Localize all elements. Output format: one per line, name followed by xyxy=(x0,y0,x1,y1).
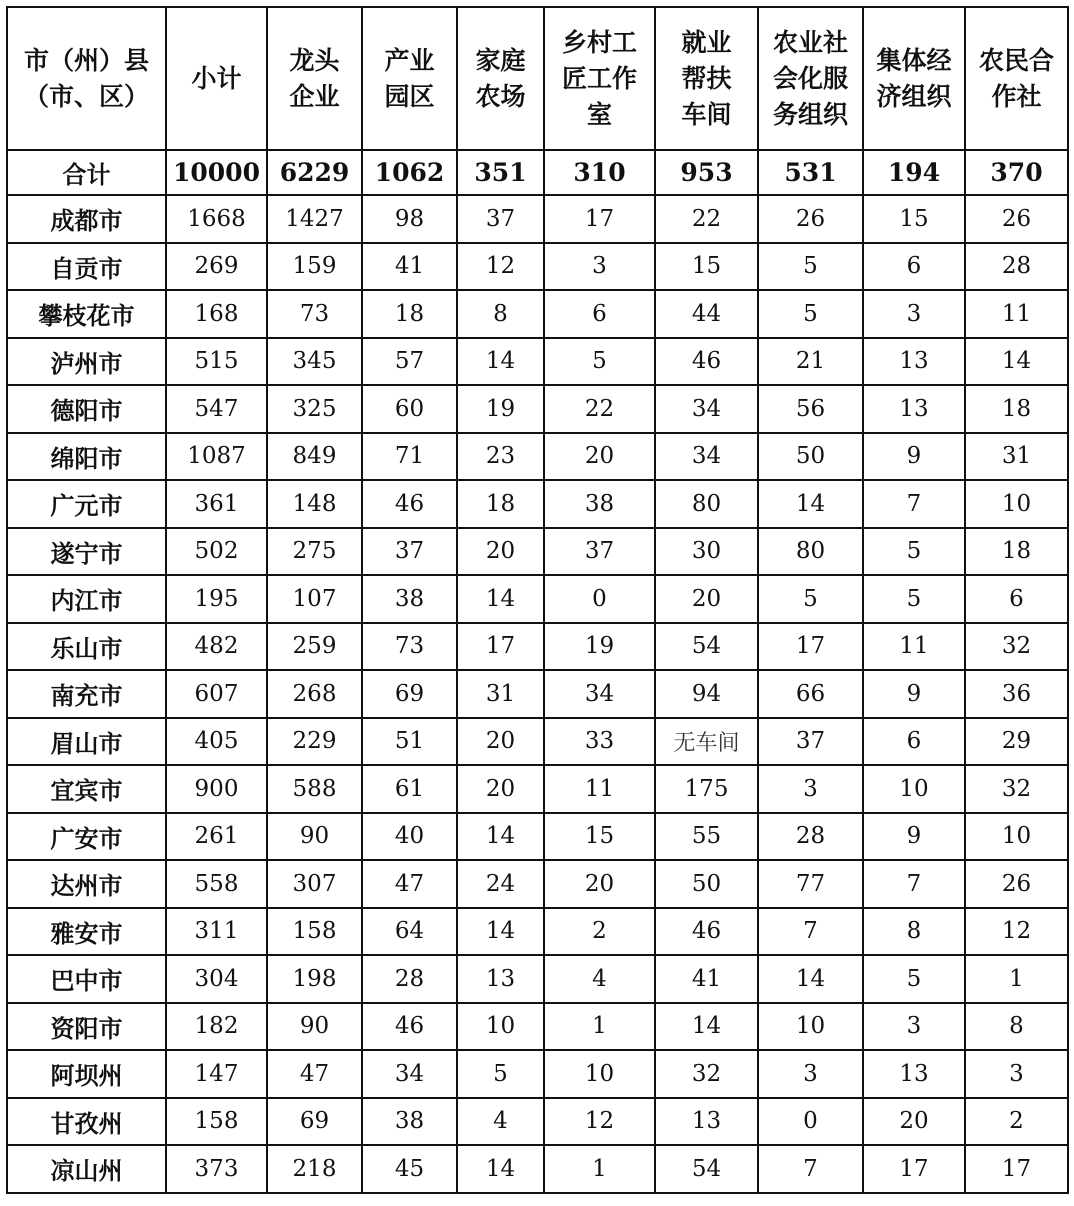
cell-industrial-park: 18 xyxy=(362,290,457,338)
cell-family-farm: 13 xyxy=(457,955,544,1003)
table-row xyxy=(7,1098,1068,1146)
cell-subtotal: 182 xyxy=(166,1003,267,1051)
cell-craftsman-studio: 15 xyxy=(544,813,655,861)
cell-leading-enterprise: 268 xyxy=(267,670,362,718)
cell-craftsman-studio: 37 xyxy=(544,528,655,576)
total-employment-workshop: 953 xyxy=(655,150,758,195)
table-body xyxy=(7,150,1068,1193)
cell-farmer-cooperative: 17 xyxy=(965,1145,1068,1193)
cell-subtotal: 558 xyxy=(166,860,267,908)
cell-region: 宜宾市 xyxy=(7,765,166,813)
cell-agri-service-org: 26 xyxy=(758,195,863,243)
cell-agri-service-org: 21 xyxy=(758,338,863,386)
cell-subtotal: 158 xyxy=(166,1098,267,1146)
table-row xyxy=(7,433,1068,481)
cell-leading-enterprise: 345 xyxy=(267,338,362,386)
cell-farmer-cooperative: 26 xyxy=(965,860,1068,908)
cell-family-farm: 14 xyxy=(457,813,544,861)
cell-farmer-cooperative: 10 xyxy=(965,813,1068,861)
cell-farmer-cooperative: 36 xyxy=(965,670,1068,718)
cell-region: 甘孜州 xyxy=(7,1098,166,1146)
table-row xyxy=(7,243,1068,291)
total-label: 合计 xyxy=(7,150,166,195)
cell-collective-economy: 7 xyxy=(863,860,965,908)
table-row xyxy=(7,1145,1068,1193)
header-agri-service-org: 农业社会化服务组织 xyxy=(758,7,863,150)
cell-industrial-park: 45 xyxy=(362,1145,457,1193)
header-row xyxy=(7,7,1068,150)
cell-craftsman-studio: 4 xyxy=(544,955,655,1003)
cell-collective-economy: 8 xyxy=(863,908,965,956)
cell-employment-workshop: 175 xyxy=(655,765,758,813)
cell-subtotal: 900 xyxy=(166,765,267,813)
cell-leading-enterprise: 275 xyxy=(267,528,362,576)
cell-farmer-cooperative: 26 xyxy=(965,195,1068,243)
cell-craftsman-studio: 33 xyxy=(544,718,655,766)
cell-craftsman-studio: 38 xyxy=(544,480,655,528)
cell-subtotal: 147 xyxy=(166,1050,267,1098)
cell-region: 达州市 xyxy=(7,860,166,908)
cell-employment-workshop: 94 xyxy=(655,670,758,718)
cell-leading-enterprise: 849 xyxy=(267,433,362,481)
cell-agri-service-org: 5 xyxy=(758,575,863,623)
cell-agri-service-org: 3 xyxy=(758,1050,863,1098)
cell-employment-workshop: 14 xyxy=(655,1003,758,1051)
cell-employment-workshop: 41 xyxy=(655,955,758,1003)
cell-agri-service-org: 17 xyxy=(758,623,863,671)
cell-collective-economy: 9 xyxy=(863,813,965,861)
total-farmer-cooperative: 370 xyxy=(965,150,1068,195)
cell-family-farm: 23 xyxy=(457,433,544,481)
cell-craftsman-studio: 12 xyxy=(544,1098,655,1146)
cell-leading-enterprise: 588 xyxy=(267,765,362,813)
cell-agri-service-org: 28 xyxy=(758,813,863,861)
cell-region: 内江市 xyxy=(7,575,166,623)
cell-agri-service-org: 50 xyxy=(758,433,863,481)
cell-subtotal: 168 xyxy=(166,290,267,338)
cell-craftsman-studio: 5 xyxy=(544,338,655,386)
cell-leading-enterprise: 259 xyxy=(267,623,362,671)
statistics-table xyxy=(6,6,1069,1194)
cell-employment-workshop: 80 xyxy=(655,480,758,528)
cell-industrial-park: 60 xyxy=(362,385,457,433)
cell-leading-enterprise: 69 xyxy=(267,1098,362,1146)
cell-agri-service-org: 14 xyxy=(758,480,863,528)
header-region: 市（州）县（市、区） xyxy=(7,7,166,150)
table-row xyxy=(7,813,1068,861)
cell-employment-workshop: 34 xyxy=(655,433,758,481)
table-row xyxy=(7,1003,1068,1051)
cell-employment-workshop: 54 xyxy=(655,623,758,671)
cell-farmer-cooperative: 1 xyxy=(965,955,1068,1003)
table-header xyxy=(7,7,1068,150)
total-agri-service-org: 531 xyxy=(758,150,863,195)
table-row xyxy=(7,908,1068,956)
cell-craftsman-studio: 11 xyxy=(544,765,655,813)
cell-craftsman-studio: 22 xyxy=(544,385,655,433)
cell-craftsman-studio: 1 xyxy=(544,1003,655,1051)
cell-collective-economy: 7 xyxy=(863,480,965,528)
cell-collective-economy: 3 xyxy=(863,1003,965,1051)
cell-subtotal: 261 xyxy=(166,813,267,861)
cell-leading-enterprise: 307 xyxy=(267,860,362,908)
table-row xyxy=(7,718,1068,766)
header-craftsman-studio: 乡村工匠工作室 xyxy=(544,7,655,150)
cell-family-farm: 12 xyxy=(457,243,544,291)
cell-farmer-cooperative: 32 xyxy=(965,623,1068,671)
cell-leading-enterprise: 90 xyxy=(267,1003,362,1051)
cell-collective-economy: 5 xyxy=(863,575,965,623)
cell-region: 自贡市 xyxy=(7,243,166,291)
cell-agri-service-org: 66 xyxy=(758,670,863,718)
cell-employment-workshop: 32 xyxy=(655,1050,758,1098)
cell-farmer-cooperative: 2 xyxy=(965,1098,1068,1146)
cell-farmer-cooperative: 12 xyxy=(965,908,1068,956)
cell-collective-economy: 20 xyxy=(863,1098,965,1146)
cell-subtotal: 269 xyxy=(166,243,267,291)
cell-family-farm: 20 xyxy=(457,528,544,576)
cell-craftsman-studio: 1 xyxy=(544,1145,655,1193)
cell-region: 巴中市 xyxy=(7,955,166,1003)
cell-subtotal: 311 xyxy=(166,908,267,956)
header-employment-workshop: 就业帮扶车间 xyxy=(655,7,758,150)
cell-industrial-park: 28 xyxy=(362,955,457,1003)
table-row xyxy=(7,1050,1068,1098)
cell-employment-workshop: 54 xyxy=(655,1145,758,1193)
table-row xyxy=(7,955,1068,1003)
cell-farmer-cooperative: 31 xyxy=(965,433,1068,481)
cell-collective-economy: 5 xyxy=(863,528,965,576)
cell-family-farm: 5 xyxy=(457,1050,544,1098)
cell-employment-workshop: 46 xyxy=(655,908,758,956)
table-row xyxy=(7,338,1068,386)
cell-industrial-park: 64 xyxy=(362,908,457,956)
cell-agri-service-org: 5 xyxy=(758,290,863,338)
total-row xyxy=(7,150,1068,195)
header-farmer-cooperative: 农民合作社 xyxy=(965,7,1068,150)
cell-craftsman-studio: 0 xyxy=(544,575,655,623)
table-row xyxy=(7,385,1068,433)
cell-family-farm: 14 xyxy=(457,1145,544,1193)
cell-employment-workshop: 13 xyxy=(655,1098,758,1146)
cell-subtotal: 547 xyxy=(166,385,267,433)
cell-industrial-park: 98 xyxy=(362,195,457,243)
cell-region: 广元市 xyxy=(7,480,166,528)
cell-leading-enterprise: 107 xyxy=(267,575,362,623)
table-row xyxy=(7,195,1068,243)
cell-subtotal: 607 xyxy=(166,670,267,718)
cell-industrial-park: 41 xyxy=(362,243,457,291)
cell-industrial-park: 46 xyxy=(362,1003,457,1051)
cell-family-farm: 18 xyxy=(457,480,544,528)
cell-family-farm: 10 xyxy=(457,1003,544,1051)
cell-family-farm: 24 xyxy=(457,860,544,908)
cell-region: 雅安市 xyxy=(7,908,166,956)
cell-employment-workshop: 30 xyxy=(655,528,758,576)
cell-farmer-cooperative: 10 xyxy=(965,480,1068,528)
cell-agri-service-org: 10 xyxy=(758,1003,863,1051)
cell-farmer-cooperative: 18 xyxy=(965,528,1068,576)
cell-farmer-cooperative: 14 xyxy=(965,338,1068,386)
cell-farmer-cooperative: 28 xyxy=(965,243,1068,291)
cell-agri-service-org: 5 xyxy=(758,243,863,291)
cell-subtotal: 1668 xyxy=(166,195,267,243)
cell-craftsman-studio: 6 xyxy=(544,290,655,338)
cell-collective-economy: 6 xyxy=(863,243,965,291)
cell-region: 成都市 xyxy=(7,195,166,243)
cell-craftsman-studio: 3 xyxy=(544,243,655,291)
cell-agri-service-org: 37 xyxy=(758,718,863,766)
cell-farmer-cooperative: 11 xyxy=(965,290,1068,338)
cell-leading-enterprise: 73 xyxy=(267,290,362,338)
table-row xyxy=(7,290,1068,338)
cell-agri-service-org: 3 xyxy=(758,765,863,813)
cell-region: 绵阳市 xyxy=(7,433,166,481)
table-row xyxy=(7,480,1068,528)
cell-region: 德阳市 xyxy=(7,385,166,433)
cell-subtotal: 1087 xyxy=(166,433,267,481)
cell-subtotal: 361 xyxy=(166,480,267,528)
cell-family-farm: 31 xyxy=(457,670,544,718)
cell-subtotal: 482 xyxy=(166,623,267,671)
cell-family-farm: 14 xyxy=(457,575,544,623)
cell-collective-economy: 13 xyxy=(863,385,965,433)
cell-craftsman-studio: 20 xyxy=(544,433,655,481)
cell-industrial-park: 46 xyxy=(362,480,457,528)
cell-region: 广安市 xyxy=(7,813,166,861)
cell-collective-economy: 9 xyxy=(863,670,965,718)
cell-farmer-cooperative: 32 xyxy=(965,765,1068,813)
cell-farmer-cooperative: 6 xyxy=(965,575,1068,623)
cell-region: 遂宁市 xyxy=(7,528,166,576)
cell-employment-workshop: 55 xyxy=(655,813,758,861)
cell-family-farm: 20 xyxy=(457,718,544,766)
cell-agri-service-org: 7 xyxy=(758,908,863,956)
total-collective-economy: 194 xyxy=(863,150,965,195)
cell-region: 南充市 xyxy=(7,670,166,718)
cell-subtotal: 405 xyxy=(166,718,267,766)
cell-region: 泸州市 xyxy=(7,338,166,386)
cell-collective-economy: 5 xyxy=(863,955,965,1003)
cell-craftsman-studio: 34 xyxy=(544,670,655,718)
cell-region: 凉山州 xyxy=(7,1145,166,1193)
cell-region: 攀枝花市 xyxy=(7,290,166,338)
table-row xyxy=(7,860,1068,908)
cell-region: 眉山市 xyxy=(7,718,166,766)
total-subtotal: 10000 xyxy=(166,150,267,195)
cell-industrial-park: 61 xyxy=(362,765,457,813)
cell-collective-economy: 6 xyxy=(863,718,965,766)
cell-farmer-cooperative: 3 xyxy=(965,1050,1068,1098)
cell-industrial-park: 47 xyxy=(362,860,457,908)
cell-agri-service-org: 7 xyxy=(758,1145,863,1193)
cell-collective-economy: 13 xyxy=(863,338,965,386)
cell-agri-service-org: 77 xyxy=(758,860,863,908)
table-row xyxy=(7,575,1068,623)
cell-collective-economy: 13 xyxy=(863,1050,965,1098)
cell-industrial-park: 38 xyxy=(362,1098,457,1146)
cell-employment-workshop: 44 xyxy=(655,290,758,338)
cell-leading-enterprise: 158 xyxy=(267,908,362,956)
cell-industrial-park: 69 xyxy=(362,670,457,718)
cell-family-farm: 17 xyxy=(457,623,544,671)
cell-agri-service-org: 0 xyxy=(758,1098,863,1146)
header-family-farm: 家庭农场 xyxy=(457,7,544,150)
cell-craftsman-studio: 2 xyxy=(544,908,655,956)
cell-farmer-cooperative: 29 xyxy=(965,718,1068,766)
cell-employment-workshop: 22 xyxy=(655,195,758,243)
cell-leading-enterprise: 1427 xyxy=(267,195,362,243)
cell-family-farm: 4 xyxy=(457,1098,544,1146)
cell-family-farm: 37 xyxy=(457,195,544,243)
cell-subtotal: 195 xyxy=(166,575,267,623)
cell-craftsman-studio: 10 xyxy=(544,1050,655,1098)
table-row xyxy=(7,670,1068,718)
cell-subtotal: 373 xyxy=(166,1145,267,1193)
cell-employment-workshop: 20 xyxy=(655,575,758,623)
cell-craftsman-studio: 19 xyxy=(544,623,655,671)
cell-leading-enterprise: 47 xyxy=(267,1050,362,1098)
cell-family-farm: 14 xyxy=(457,908,544,956)
cell-family-farm: 20 xyxy=(457,765,544,813)
header-leading-enterprise: 龙头企业 xyxy=(267,7,362,150)
cell-region: 阿坝州 xyxy=(7,1050,166,1098)
cell-industrial-park: 73 xyxy=(362,623,457,671)
cell-subtotal: 515 xyxy=(166,338,267,386)
cell-industrial-park: 38 xyxy=(362,575,457,623)
cell-leading-enterprise: 148 xyxy=(267,480,362,528)
cell-region: 资阳市 xyxy=(7,1003,166,1051)
cell-agri-service-org: 14 xyxy=(758,955,863,1003)
cell-farmer-cooperative: 18 xyxy=(965,385,1068,433)
header-subtotal: 小计 xyxy=(166,7,267,150)
cell-industrial-park: 57 xyxy=(362,338,457,386)
cell-leading-enterprise: 218 xyxy=(267,1145,362,1193)
cell-craftsman-studio: 17 xyxy=(544,195,655,243)
cell-collective-economy: 9 xyxy=(863,433,965,481)
table-row xyxy=(7,765,1068,813)
cell-employment-workshop: 无车间 xyxy=(655,718,758,766)
cell-employment-workshop: 46 xyxy=(655,338,758,386)
cell-employment-workshop: 50 xyxy=(655,860,758,908)
cell-collective-economy: 10 xyxy=(863,765,965,813)
cell-industrial-park: 34 xyxy=(362,1050,457,1098)
header-collective-economy: 集体经济组织 xyxy=(863,7,965,150)
cell-industrial-park: 51 xyxy=(362,718,457,766)
cell-collective-economy: 15 xyxy=(863,195,965,243)
cell-subtotal: 502 xyxy=(166,528,267,576)
total-industrial-park: 1062 xyxy=(362,150,457,195)
cell-agri-service-org: 56 xyxy=(758,385,863,433)
cell-region: 乐山市 xyxy=(7,623,166,671)
cell-leading-enterprise: 198 xyxy=(267,955,362,1003)
cell-leading-enterprise: 159 xyxy=(267,243,362,291)
total-family-farm: 351 xyxy=(457,150,544,195)
cell-family-farm: 19 xyxy=(457,385,544,433)
cell-craftsman-studio: 20 xyxy=(544,860,655,908)
cell-collective-economy: 17 xyxy=(863,1145,965,1193)
cell-industrial-park: 40 xyxy=(362,813,457,861)
cell-family-farm: 8 xyxy=(457,290,544,338)
cell-employment-workshop: 15 xyxy=(655,243,758,291)
cell-industrial-park: 37 xyxy=(362,528,457,576)
total-leading-enterprise: 6229 xyxy=(267,150,362,195)
table-row xyxy=(7,528,1068,576)
cell-leading-enterprise: 90 xyxy=(267,813,362,861)
cell-industrial-park: 71 xyxy=(362,433,457,481)
cell-agri-service-org: 80 xyxy=(758,528,863,576)
total-craftsman-studio: 310 xyxy=(544,150,655,195)
cell-subtotal: 304 xyxy=(166,955,267,1003)
cell-leading-enterprise: 325 xyxy=(267,385,362,433)
header-industrial-park: 产业园区 xyxy=(362,7,457,150)
cell-collective-economy: 11 xyxy=(863,623,965,671)
cell-employment-workshop: 34 xyxy=(655,385,758,433)
table-row xyxy=(7,623,1068,671)
cell-farmer-cooperative: 8 xyxy=(965,1003,1068,1051)
cell-leading-enterprise: 229 xyxy=(267,718,362,766)
cell-collective-economy: 3 xyxy=(863,290,965,338)
cell-family-farm: 14 xyxy=(457,338,544,386)
